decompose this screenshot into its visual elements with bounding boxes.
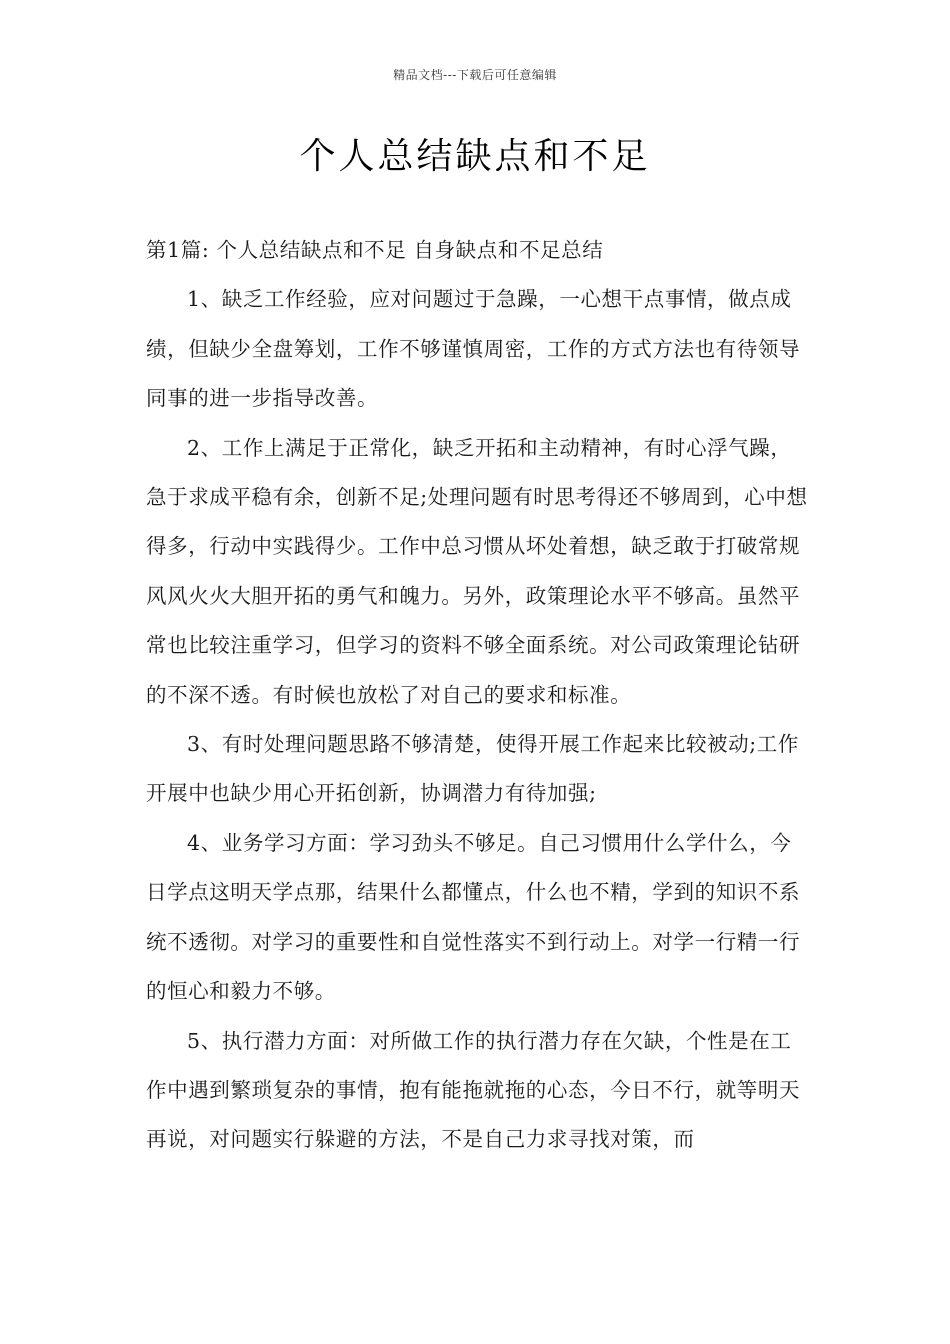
document-body <box>146 226 810 1165</box>
paragraph-2: 2、工作上满足于正常化，缺乏开拓和主动精神，有时心浮气躁，急于求成平稳有余，创新不足;处理问题有时思考得还不够周到，心中想得多，行动中实践得少。工作中总习惯从坏处着想，缺乏敢于打破常规风风火火大胆开拓的勇气和魄力。另外，政策理论水平不够高。虽然平常也比较注重学习，但学习的资料不够全面系统。对公司政策理论钻研的不深不透。有时候也放松了对自己的要求和标准。 <box>146 435 808 707</box>
paragraph-3: 3、有时处理问题思路不够清楚，使得开展工作起来比较被动;工作开展中也缺少用心开拓创新，协调潜力有待加强; <box>146 732 799 806</box>
paragraph-1: 1、缺乏工作经验，应对问题过于急躁，一心想干点事情，做点成绩，但缺少全盘筹划，工作不够谨慎周密，工作的方式方法也有待领导同事的进一步指导改善。 <box>146 287 801 411</box>
header-note: 精品文档---下载后可任意编辑 <box>393 68 557 82</box>
paragraph-4: 4、业务学习方面：学习劲头不够足。自己习惯用什么学什么，今日学点这明天学点那，结果什么都懂点，什么也不精，学到的知识不系统不透彻。对学习的重要性和自觉性落实不到行动上。对学一行精一行的恒心和毅力不够。 <box>146 830 801 1004</box>
paragraph-5: 5、执行潜力方面：对所做工作的执行潜力存在欠缺，个性是在工作中遇到繁琐复杂的事情，抱有能拖就拖的心态，今日不行，就等明天再说，对问题实行躲避的方法，不是自己力求寻找对策，而 <box>146 1028 801 1152</box>
section-heading: 第1篇: 个人总结缺点和不足 自身缺点和不足总结 <box>146 238 604 262</box>
document-title: 个人总结缺点和不足 <box>299 136 651 177</box>
